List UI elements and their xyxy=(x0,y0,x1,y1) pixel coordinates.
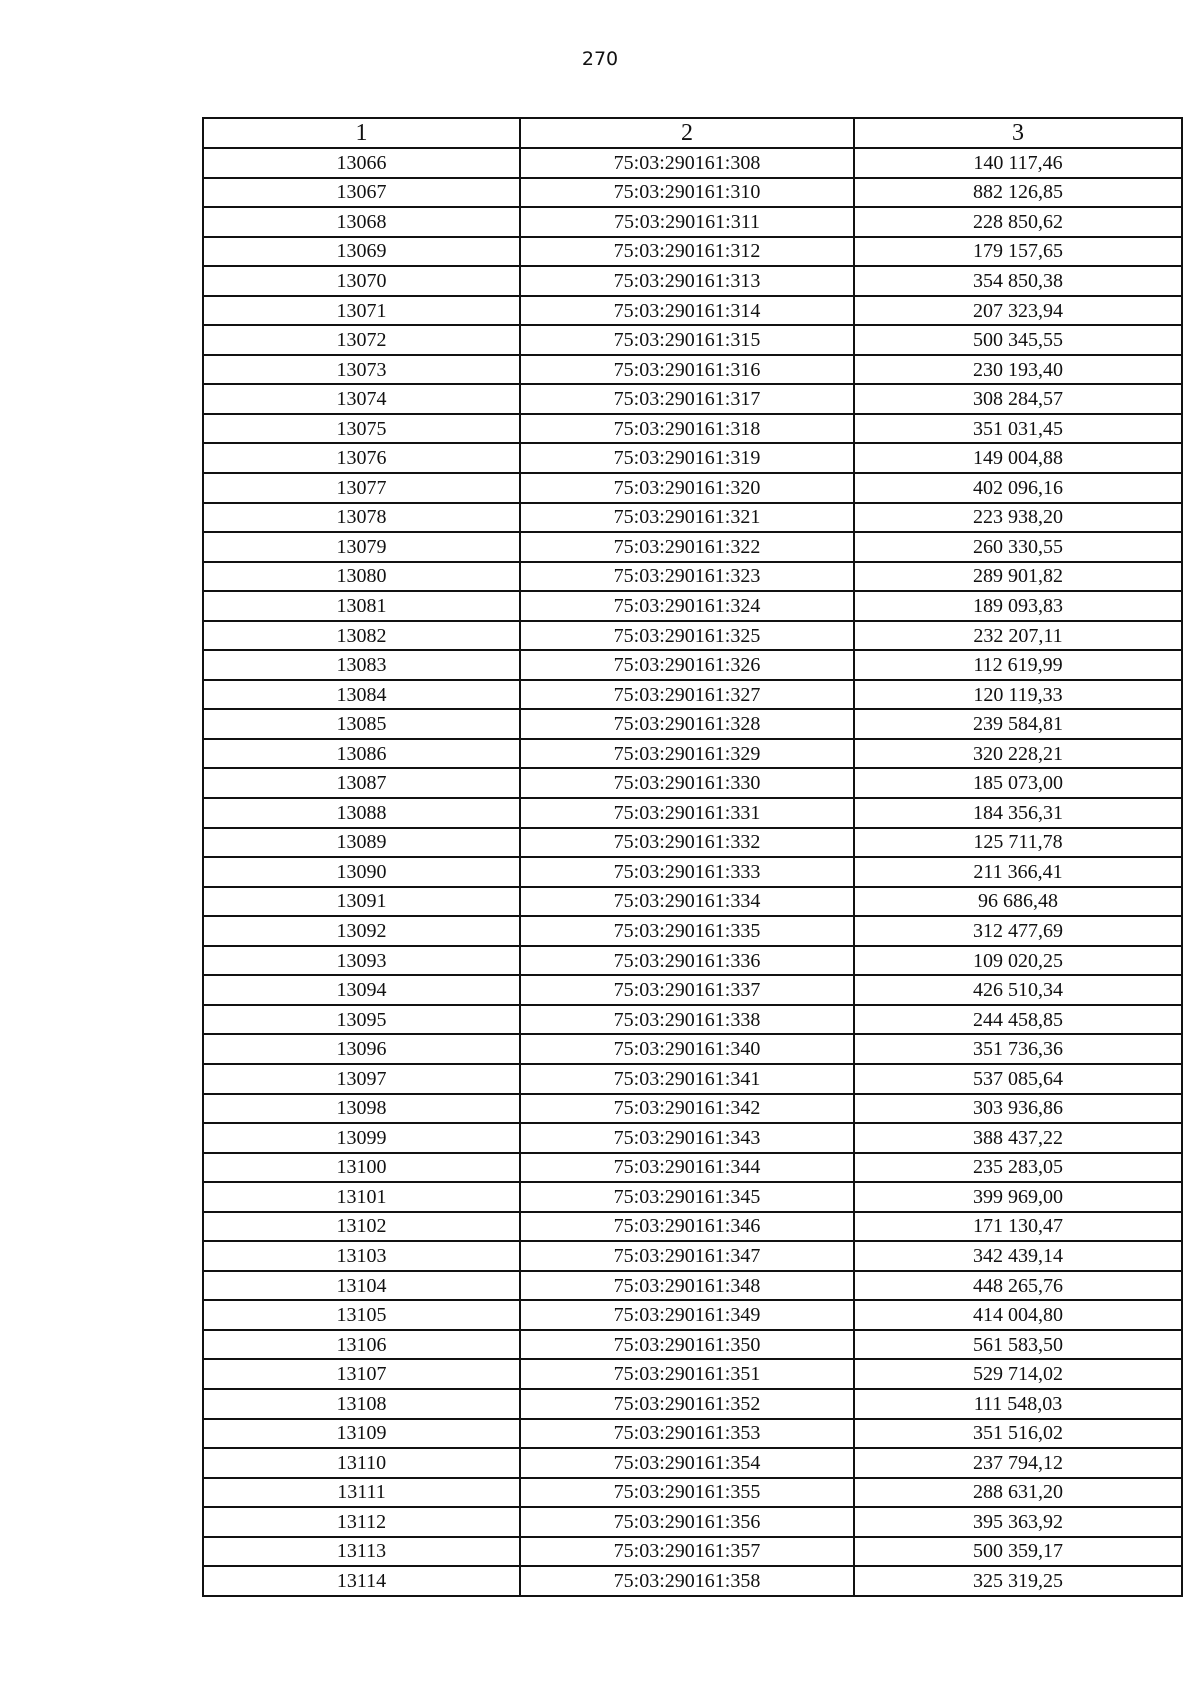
table-body xyxy=(203,148,1182,1596)
header-row xyxy=(203,118,1182,148)
row-number-cell: 13100 xyxy=(203,1153,520,1183)
cadastral-number-cell: 75:03:290161:338 xyxy=(520,1005,854,1035)
row-number-cell: 13095 xyxy=(203,1005,520,1035)
table-row xyxy=(203,532,1182,562)
row-number-cell: 13084 xyxy=(203,680,520,710)
table-row xyxy=(203,739,1182,769)
cadastral-number-cell: 75:03:290161:348 xyxy=(520,1271,854,1301)
row-number-cell: 13082 xyxy=(203,621,520,651)
row-number-cell: 13094 xyxy=(203,975,520,1005)
cadastral-number-cell: 75:03:290161:352 xyxy=(520,1389,854,1419)
table-row xyxy=(203,148,1182,178)
cadastral-number-cell: 75:03:290161:356 xyxy=(520,1507,854,1537)
value-cell: 232 207,11 xyxy=(854,621,1182,651)
value-cell: 312 477,69 xyxy=(854,916,1182,946)
table-row xyxy=(203,887,1182,917)
cadastral-number-cell: 75:03:290161:322 xyxy=(520,532,854,562)
value-cell: 288 631,20 xyxy=(854,1478,1182,1508)
value-cell: 244 458,85 xyxy=(854,1005,1182,1035)
cadastral-number-cell: 75:03:290161:326 xyxy=(520,650,854,680)
table-row xyxy=(203,355,1182,385)
value-cell: 426 510,34 xyxy=(854,975,1182,1005)
row-number-cell: 13086 xyxy=(203,739,520,769)
row-number-cell: 13099 xyxy=(203,1123,520,1153)
table-row xyxy=(203,1419,1182,1449)
cadastral-number-cell: 75:03:290161:350 xyxy=(520,1330,854,1360)
cadastral-number-cell: 75:03:290161:349 xyxy=(520,1300,854,1330)
cadastral-number-cell: 75:03:290161:313 xyxy=(520,266,854,296)
cadastral-number-cell: 75:03:290161:317 xyxy=(520,384,854,414)
table-row xyxy=(203,1300,1182,1330)
table-row xyxy=(203,384,1182,414)
column-header-3: 3 xyxy=(854,118,1182,148)
table-row xyxy=(203,237,1182,267)
table-row xyxy=(203,266,1182,296)
row-number-cell: 13096 xyxy=(203,1034,520,1064)
table-row xyxy=(203,1153,1182,1183)
row-number-cell: 13107 xyxy=(203,1359,520,1389)
row-number-cell: 13105 xyxy=(203,1300,520,1330)
value-cell: 351 516,02 xyxy=(854,1419,1182,1449)
row-number-cell: 13109 xyxy=(203,1419,520,1449)
table-row xyxy=(203,1271,1182,1301)
parcel-table xyxy=(202,117,1183,1597)
row-number-cell: 13101 xyxy=(203,1182,520,1212)
row-number-cell: 13087 xyxy=(203,768,520,798)
cadastral-number-cell: 75:03:290161:328 xyxy=(520,709,854,739)
table-row xyxy=(203,650,1182,680)
row-number-cell: 13108 xyxy=(203,1389,520,1419)
row-number-cell: 13088 xyxy=(203,798,520,828)
row-number-cell: 13068 xyxy=(203,207,520,237)
cadastral-number-cell: 75:03:290161:327 xyxy=(520,680,854,710)
row-number-cell: 13067 xyxy=(203,178,520,208)
table-row xyxy=(203,562,1182,592)
table-row xyxy=(203,1241,1182,1271)
value-cell: 351 736,36 xyxy=(854,1034,1182,1064)
row-number-cell: 13078 xyxy=(203,503,520,533)
value-cell: 529 714,02 xyxy=(854,1359,1182,1389)
table-row xyxy=(203,621,1182,651)
table-row xyxy=(203,1478,1182,1508)
table-row xyxy=(203,1123,1182,1153)
table-row xyxy=(203,1034,1182,1064)
table-row xyxy=(203,1359,1182,1389)
table-row xyxy=(203,296,1182,326)
value-cell: 149 004,88 xyxy=(854,443,1182,473)
cadastral-number-cell: 75:03:290161:324 xyxy=(520,591,854,621)
value-cell: 561 583,50 xyxy=(854,1330,1182,1360)
cadastral-number-cell: 75:03:290161:318 xyxy=(520,414,854,444)
value-cell: 351 031,45 xyxy=(854,414,1182,444)
row-number-cell: 13110 xyxy=(203,1448,520,1478)
value-cell: 207 323,94 xyxy=(854,296,1182,326)
table-row xyxy=(203,443,1182,473)
cadastral-number-cell: 75:03:290161:337 xyxy=(520,975,854,1005)
value-cell: 140 117,46 xyxy=(854,148,1182,178)
cadastral-number-cell: 75:03:290161:346 xyxy=(520,1212,854,1242)
cadastral-number-cell: 75:03:290161:311 xyxy=(520,207,854,237)
table-row xyxy=(203,1005,1182,1035)
row-number-cell: 13089 xyxy=(203,828,520,858)
cadastral-number-cell: 75:03:290161:334 xyxy=(520,887,854,917)
value-cell: 111 548,03 xyxy=(854,1389,1182,1419)
row-number-cell: 13097 xyxy=(203,1064,520,1094)
value-cell: 395 363,92 xyxy=(854,1507,1182,1537)
row-number-cell: 13083 xyxy=(203,650,520,680)
table-row xyxy=(203,768,1182,798)
row-number-cell: 13113 xyxy=(203,1537,520,1567)
row-number-cell: 13076 xyxy=(203,443,520,473)
cadastral-number-cell: 75:03:290161:314 xyxy=(520,296,854,326)
value-cell: 125 711,78 xyxy=(854,828,1182,858)
row-number-cell: 13085 xyxy=(203,709,520,739)
row-number-cell: 13090 xyxy=(203,857,520,887)
table-row xyxy=(203,473,1182,503)
value-cell: 235 283,05 xyxy=(854,1153,1182,1183)
cadastral-number-cell: 75:03:290161:342 xyxy=(520,1094,854,1124)
value-cell: 399 969,00 xyxy=(854,1182,1182,1212)
cadastral-number-cell: 75:03:290161:308 xyxy=(520,148,854,178)
row-number-cell: 13073 xyxy=(203,355,520,385)
row-number-cell: 13114 xyxy=(203,1566,520,1596)
table-row xyxy=(203,709,1182,739)
row-number-cell: 13093 xyxy=(203,946,520,976)
cadastral-number-cell: 75:03:290161:312 xyxy=(520,237,854,267)
value-cell: 500 345,55 xyxy=(854,325,1182,355)
column-header-1: 1 xyxy=(203,118,520,148)
cadastral-number-cell: 75:03:290161:325 xyxy=(520,621,854,651)
value-cell: 308 284,57 xyxy=(854,384,1182,414)
cadastral-number-cell: 75:03:290161:343 xyxy=(520,1123,854,1153)
value-cell: 109 020,25 xyxy=(854,946,1182,976)
value-cell: 388 437,22 xyxy=(854,1123,1182,1153)
table-row xyxy=(203,1212,1182,1242)
value-cell: 402 096,16 xyxy=(854,473,1182,503)
table-row xyxy=(203,1448,1182,1478)
cadastral-number-cell: 75:03:290161:333 xyxy=(520,857,854,887)
row-number-cell: 13111 xyxy=(203,1478,520,1508)
value-cell: 179 157,65 xyxy=(854,237,1182,267)
table-row xyxy=(203,1064,1182,1094)
table-row xyxy=(203,414,1182,444)
cadastral-number-cell: 75:03:290161:319 xyxy=(520,443,854,473)
value-cell: 239 584,81 xyxy=(854,709,1182,739)
cadastral-number-cell: 75:03:290161:340 xyxy=(520,1034,854,1064)
table-row xyxy=(203,975,1182,1005)
value-cell: 260 330,55 xyxy=(854,532,1182,562)
row-number-cell: 13098 xyxy=(203,1094,520,1124)
table-row xyxy=(203,503,1182,533)
cadastral-number-cell: 75:03:290161:323 xyxy=(520,562,854,592)
cadastral-number-cell: 75:03:290161:355 xyxy=(520,1478,854,1508)
value-cell: 448 265,76 xyxy=(854,1271,1182,1301)
cadastral-number-cell: 75:03:290161:335 xyxy=(520,916,854,946)
value-cell: 184 356,31 xyxy=(854,798,1182,828)
table-row xyxy=(203,857,1182,887)
value-cell: 342 439,14 xyxy=(854,1241,1182,1271)
row-number-cell: 13104 xyxy=(203,1271,520,1301)
cadastral-number-cell: 75:03:290161:320 xyxy=(520,473,854,503)
row-number-cell: 13080 xyxy=(203,562,520,592)
value-cell: 112 619,99 xyxy=(854,650,1182,680)
cadastral-number-cell: 75:03:290161:336 xyxy=(520,946,854,976)
row-number-cell: 13079 xyxy=(203,532,520,562)
row-number-cell: 13077 xyxy=(203,473,520,503)
value-cell: 228 850,62 xyxy=(854,207,1182,237)
column-header-2: 2 xyxy=(520,118,854,148)
row-number-cell: 13075 xyxy=(203,414,520,444)
value-cell: 223 938,20 xyxy=(854,503,1182,533)
row-number-cell: 13081 xyxy=(203,591,520,621)
value-cell: 289 901,82 xyxy=(854,562,1182,592)
row-number-cell: 13106 xyxy=(203,1330,520,1360)
value-cell: 325 319,25 xyxy=(854,1566,1182,1596)
table-row xyxy=(203,680,1182,710)
cadastral-number-cell: 75:03:290161:331 xyxy=(520,798,854,828)
value-cell: 354 850,38 xyxy=(854,266,1182,296)
row-number-cell: 13091 xyxy=(203,887,520,917)
table-row xyxy=(203,325,1182,355)
value-cell: 120 119,33 xyxy=(854,680,1182,710)
row-number-cell: 13092 xyxy=(203,916,520,946)
cadastral-number-cell: 75:03:290161:330 xyxy=(520,768,854,798)
page-number: 270 xyxy=(581,48,619,70)
value-cell: 171 130,47 xyxy=(854,1212,1182,1242)
table-row xyxy=(203,798,1182,828)
table-row xyxy=(203,1094,1182,1124)
value-cell: 211 366,41 xyxy=(854,857,1182,887)
value-cell: 96 686,48 xyxy=(854,887,1182,917)
value-cell: 537 085,64 xyxy=(854,1064,1182,1094)
value-cell: 303 936,86 xyxy=(854,1094,1182,1124)
value-cell: 189 093,83 xyxy=(854,591,1182,621)
table-row xyxy=(203,1182,1182,1212)
row-number-cell: 13069 xyxy=(203,237,520,267)
table-row xyxy=(203,1330,1182,1360)
cadastral-number-cell: 75:03:290161:315 xyxy=(520,325,854,355)
row-number-cell: 13066 xyxy=(203,148,520,178)
cadastral-number-cell: 75:03:290161:345 xyxy=(520,1182,854,1212)
row-number-cell: 13072 xyxy=(203,325,520,355)
row-number-cell: 13112 xyxy=(203,1507,520,1537)
value-cell: 500 359,17 xyxy=(854,1537,1182,1567)
table-row xyxy=(203,1389,1182,1419)
row-number-cell: 13070 xyxy=(203,266,520,296)
cadastral-number-cell: 75:03:290161:310 xyxy=(520,178,854,208)
cadastral-number-cell: 75:03:290161:353 xyxy=(520,1419,854,1449)
cadastral-number-cell: 75:03:290161:347 xyxy=(520,1241,854,1271)
table-row xyxy=(203,946,1182,976)
cadastral-number-cell: 75:03:290161:357 xyxy=(520,1537,854,1567)
row-number-cell: 13102 xyxy=(203,1212,520,1242)
value-cell: 185 073,00 xyxy=(854,768,1182,798)
value-cell: 882 126,85 xyxy=(854,178,1182,208)
row-number-cell: 13074 xyxy=(203,384,520,414)
table-row xyxy=(203,828,1182,858)
table-row xyxy=(203,207,1182,237)
cadastral-number-cell: 75:03:290161:351 xyxy=(520,1359,854,1389)
cadastral-number-cell: 75:03:290161:316 xyxy=(520,355,854,385)
cadastral-number-cell: 75:03:290161:354 xyxy=(520,1448,854,1478)
table-row xyxy=(203,178,1182,208)
row-number-cell: 13071 xyxy=(203,296,520,326)
table-row xyxy=(203,591,1182,621)
table-row xyxy=(203,916,1182,946)
cadastral-number-cell: 75:03:290161:329 xyxy=(520,739,854,769)
table-row xyxy=(203,1537,1182,1567)
value-cell: 320 228,21 xyxy=(854,739,1182,769)
value-cell: 237 794,12 xyxy=(854,1448,1182,1478)
cadastral-number-cell: 75:03:290161:332 xyxy=(520,828,854,858)
value-cell: 414 004,80 xyxy=(854,1300,1182,1330)
row-number-cell: 13103 xyxy=(203,1241,520,1271)
value-cell: 230 193,40 xyxy=(854,355,1182,385)
table-row xyxy=(203,1507,1182,1537)
table-row xyxy=(203,1566,1182,1596)
cadastral-number-cell: 75:03:290161:358 xyxy=(520,1566,854,1596)
cadastral-number-cell: 75:03:290161:344 xyxy=(520,1153,854,1183)
cadastral-number-cell: 75:03:290161:341 xyxy=(520,1064,854,1094)
cadastral-number-cell: 75:03:290161:321 xyxy=(520,503,854,533)
